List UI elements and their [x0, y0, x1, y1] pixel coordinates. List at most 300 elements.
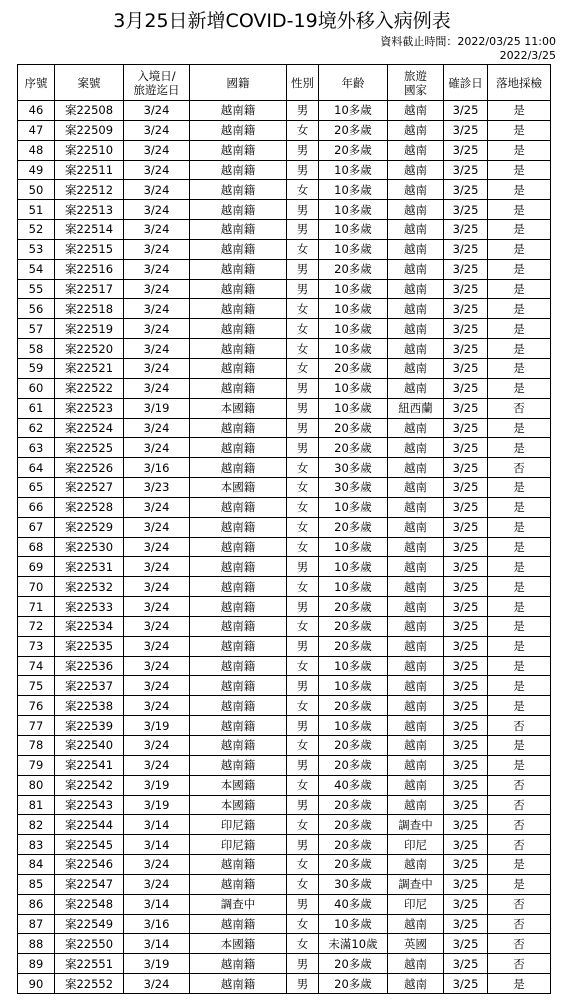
cell-travel-country: 越南: [388, 497, 444, 517]
cell-nationality: 越南籍: [190, 855, 287, 875]
cell-sex: 男: [287, 835, 319, 855]
cell-travel-country: 越南: [388, 418, 444, 438]
table-row: [18, 517, 551, 537]
cell-seq: 58: [18, 339, 55, 359]
cell-sex: 男: [287, 418, 319, 438]
cell-seq: 68: [18, 537, 55, 557]
cell-entry-date: 3/24: [124, 358, 190, 378]
cell-sex: 男: [287, 974, 319, 994]
cell-case-number: 案22528: [55, 497, 124, 517]
cell-sex: 女: [287, 239, 319, 259]
cell-age: 20多歲: [319, 597, 388, 617]
cell-age: 30多歲: [319, 478, 388, 498]
cell-seq: 49: [18, 160, 55, 180]
cell-nationality: 越南籍: [190, 180, 287, 200]
cell-confirm-date: 3/25: [444, 160, 488, 180]
cell-confirm-date: 3/25: [444, 656, 488, 676]
cell-confirm-date: 3/25: [444, 478, 488, 498]
cell-entry-date: 3/24: [124, 974, 190, 994]
cell-travel-country: 越南: [388, 140, 444, 160]
cell-nationality: 越南籍: [190, 160, 287, 180]
cell-case-number: 案22536: [55, 656, 124, 676]
cell-confirm-date: 3/25: [444, 259, 488, 279]
cell-confirm-date: 3/25: [444, 537, 488, 557]
cell-entry-date: 3/19: [124, 954, 190, 974]
cell-entry-date: 3/24: [124, 180, 190, 200]
cell-case-number: 案22510: [55, 140, 124, 160]
cell-seq: 84: [18, 855, 55, 875]
cell-nationality: 越南籍: [190, 716, 287, 736]
cell-nationality: 越南籍: [190, 954, 287, 974]
cell-nationality: 本國籍: [190, 795, 287, 815]
cell-entry-date: 3/14: [124, 894, 190, 914]
cell-entry-date: 3/24: [124, 676, 190, 696]
cell-seq: 87: [18, 914, 55, 934]
cell-travel-country: 越南: [388, 279, 444, 299]
cell-age: 20多歲: [319, 616, 388, 636]
cell-entry-date: 3/24: [124, 736, 190, 756]
cell-travel-country: 越南: [388, 517, 444, 537]
cell-seq: 79: [18, 755, 55, 775]
case-table: [17, 64, 551, 994]
cell-nationality: 越南籍: [190, 974, 287, 994]
cell-age: 20多歲: [319, 736, 388, 756]
table-row: [18, 874, 551, 894]
cell-nationality: 越南籍: [190, 259, 287, 279]
cell-confirm-date: 3/25: [444, 438, 488, 458]
header-travel-country-line2: 國家: [404, 82, 427, 97]
cell-arrival-test: 否: [488, 954, 551, 974]
cell-confirm-date: 3/25: [444, 755, 488, 775]
cell-entry-date: 3/24: [124, 120, 190, 140]
cell-arrival-test: 是: [488, 299, 551, 319]
cell-age: 10多歲: [319, 319, 388, 339]
cell-case-number: 案22519: [55, 319, 124, 339]
data-cutoff-time: 資料截止時間：2022/03/25 11:00: [380, 35, 556, 48]
cell-case-number: 案22544: [55, 815, 124, 835]
cell-case-number: 案22546: [55, 855, 124, 875]
table-row: [18, 101, 551, 121]
cell-nationality: 越南籍: [190, 299, 287, 319]
cell-case-number: 案22517: [55, 279, 124, 299]
cell-entry-date: 3/24: [124, 497, 190, 517]
cell-confirm-date: 3/25: [444, 934, 488, 954]
cell-travel-country: 越南: [388, 656, 444, 676]
cell-travel-country: 越南: [388, 795, 444, 815]
cell-case-number: 案22549: [55, 914, 124, 934]
cell-case-number: 案22525: [55, 438, 124, 458]
cell-age: 10多歲: [319, 180, 388, 200]
cell-sex: 女: [287, 696, 319, 716]
cell-entry-date: 3/16: [124, 914, 190, 934]
cell-sex: 女: [287, 775, 319, 795]
table-row: [18, 577, 551, 597]
cell-seq: 56: [18, 299, 55, 319]
cell-age: 20多歲: [319, 358, 388, 378]
cell-arrival-test: 是: [488, 597, 551, 617]
cell-arrival-test: 是: [488, 676, 551, 696]
cell-age: 10多歲: [319, 497, 388, 517]
cell-entry-date: 3/24: [124, 438, 190, 458]
cell-confirm-date: 3/25: [444, 140, 488, 160]
cell-case-number: 案22534: [55, 616, 124, 636]
cell-travel-country: 越南: [388, 458, 444, 478]
cell-seq: 77: [18, 716, 55, 736]
cell-seq: 64: [18, 458, 55, 478]
cell-case-number: 案22527: [55, 478, 124, 498]
table-row: [18, 795, 551, 815]
cell-confirm-date: 3/25: [444, 815, 488, 835]
cell-case-number: 案22518: [55, 299, 124, 319]
cell-seq: 85: [18, 874, 55, 894]
cell-travel-country: 越南: [388, 736, 444, 756]
cell-sex: 女: [287, 616, 319, 636]
cell-seq: 47: [18, 120, 55, 140]
cell-seq: 61: [18, 398, 55, 418]
table-row: [18, 835, 551, 855]
cell-travel-country: 越南: [388, 319, 444, 339]
cell-arrival-test: 是: [488, 736, 551, 756]
cell-arrival-test: 否: [488, 775, 551, 795]
cell-sex: 男: [287, 636, 319, 656]
table-row: [18, 557, 551, 577]
cell-sex: 女: [287, 934, 319, 954]
cell-confirm-date: 3/25: [444, 319, 488, 339]
cell-sex: 女: [287, 517, 319, 537]
cell-age: 20多歲: [319, 755, 388, 775]
cell-confirm-date: 3/25: [444, 636, 488, 656]
cell-age: 10多歲: [319, 716, 388, 736]
cell-travel-country: 越南: [388, 358, 444, 378]
cell-arrival-test: 是: [488, 339, 551, 359]
cell-nationality: 本國籍: [190, 775, 287, 795]
cell-seq: 52: [18, 220, 55, 240]
cell-travel-country: 越南: [388, 676, 444, 696]
cell-age: 10多歲: [319, 160, 388, 180]
table-row: [18, 239, 551, 259]
cell-age: 未滿10歲: [319, 934, 388, 954]
cell-nationality: 越南籍: [190, 101, 287, 121]
cell-sex: 女: [287, 736, 319, 756]
cell-travel-country: 越南: [388, 974, 444, 994]
cell-nationality: 越南籍: [190, 874, 287, 894]
cell-sex: 女: [287, 319, 319, 339]
cell-travel-country: 越南: [388, 616, 444, 636]
table-row: [18, 140, 551, 160]
cell-travel-country: 越南: [388, 220, 444, 240]
cell-confirm-date: 3/25: [444, 577, 488, 597]
cell-travel-country: 越南: [388, 755, 444, 775]
cell-sex: 男: [287, 259, 319, 279]
cell-case-number: 案22513: [55, 200, 124, 220]
cell-entry-date: 3/24: [124, 656, 190, 676]
cell-travel-country: 越南: [388, 299, 444, 319]
cell-seq: 59: [18, 358, 55, 378]
table-row: [18, 676, 551, 696]
cell-nationality: 越南籍: [190, 279, 287, 299]
cell-case-number: 案22512: [55, 180, 124, 200]
cell-case-number: 案22548: [55, 894, 124, 914]
page-title: 3月25日新增COVID-19境外移入病例表: [113, 10, 451, 32]
cell-arrival-test: 是: [488, 616, 551, 636]
cell-seq: 53: [18, 239, 55, 259]
table-row: [18, 339, 551, 359]
cell-confirm-date: 3/25: [444, 378, 488, 398]
cell-sex: 女: [287, 577, 319, 597]
cell-confirm-date: 3/25: [444, 894, 488, 914]
cell-case-number: 案22541: [55, 755, 124, 775]
cell-age: 10多歲: [319, 101, 388, 121]
cell-confirm-date: 3/25: [444, 220, 488, 240]
cell-case-number: 案22514: [55, 220, 124, 240]
cell-arrival-test: 否: [488, 815, 551, 835]
cell-confirm-date: 3/25: [444, 517, 488, 537]
cell-confirm-date: 3/25: [444, 557, 488, 577]
table-row: [18, 458, 551, 478]
cell-confirm-date: 3/25: [444, 974, 488, 994]
cell-sex: 女: [287, 299, 319, 319]
cell-arrival-test: 是: [488, 974, 551, 994]
cell-travel-country: 越南: [388, 537, 444, 557]
cell-seq: 90: [18, 974, 55, 994]
cell-sex: 女: [287, 339, 319, 359]
cell-travel-country: 越南: [388, 716, 444, 736]
cell-confirm-date: 3/25: [444, 358, 488, 378]
table-row: [18, 656, 551, 676]
cell-sex: 男: [287, 220, 319, 240]
cell-confirm-date: 3/25: [444, 795, 488, 815]
cell-nationality: 越南籍: [190, 319, 287, 339]
cell-seq: 81: [18, 795, 55, 815]
cell-arrival-test: 否: [488, 934, 551, 954]
cell-arrival-test: 是: [488, 855, 551, 875]
cell-sex: 女: [287, 458, 319, 478]
table-row: [18, 974, 551, 994]
cell-nationality: 越南籍: [190, 200, 287, 220]
cell-arrival-test: 否: [488, 398, 551, 418]
cell-travel-country: 紐西蘭: [388, 398, 444, 418]
cell-seq: 63: [18, 438, 55, 458]
cell-nationality: 越南籍: [190, 339, 287, 359]
cell-seq: 60: [18, 378, 55, 398]
cell-confirm-date: 3/25: [444, 914, 488, 934]
cell-travel-country: 越南: [388, 378, 444, 398]
cell-age: 10多歲: [319, 676, 388, 696]
cell-travel-country: 越南: [388, 597, 444, 617]
cell-arrival-test: 否: [488, 894, 551, 914]
cell-nationality: 越南籍: [190, 438, 287, 458]
cell-entry-date: 3/24: [124, 855, 190, 875]
cell-entry-date: 3/14: [124, 835, 190, 855]
cell-seq: 69: [18, 557, 55, 577]
cell-seq: 73: [18, 636, 55, 656]
cell-age: 20多歲: [319, 815, 388, 835]
cell-seq: 80: [18, 775, 55, 795]
cell-seq: 62: [18, 418, 55, 438]
cell-sex: 男: [287, 954, 319, 974]
cell-seq: 83: [18, 835, 55, 855]
cell-case-number: 案22543: [55, 795, 124, 815]
cell-nationality: 越南籍: [190, 517, 287, 537]
cell-sex: 男: [287, 597, 319, 617]
cell-case-number: 案22524: [55, 418, 124, 438]
cell-age: 20多歲: [319, 259, 388, 279]
table-row: [18, 597, 551, 617]
cell-nationality: 本國籍: [190, 478, 287, 498]
header-entry-date: [124, 65, 190, 101]
cell-entry-date: 3/24: [124, 319, 190, 339]
cell-sex: 男: [287, 140, 319, 160]
cell-arrival-test: 是: [488, 259, 551, 279]
cell-case-number: 案22520: [55, 339, 124, 359]
cell-sex: 女: [287, 497, 319, 517]
cell-arrival-test: 是: [488, 557, 551, 577]
cell-entry-date: 3/23: [124, 478, 190, 498]
cell-arrival-test: 是: [488, 319, 551, 339]
cell-confirm-date: 3/25: [444, 736, 488, 756]
cell-entry-date: 3/24: [124, 557, 190, 577]
cell-nationality: 越南籍: [190, 616, 287, 636]
cell-age: 20多歲: [319, 140, 388, 160]
cell-entry-date: 3/14: [124, 815, 190, 835]
cell-case-number: 案22538: [55, 696, 124, 716]
cell-sex: 女: [287, 656, 319, 676]
cell-entry-date: 3/24: [124, 200, 190, 220]
cell-nationality: 越南籍: [190, 597, 287, 617]
cell-sex: 男: [287, 200, 319, 220]
cell-confirm-date: 3/25: [444, 954, 488, 974]
cell-confirm-date: 3/25: [444, 398, 488, 418]
cell-seq: 70: [18, 577, 55, 597]
cell-nationality: 越南籍: [190, 140, 287, 160]
cell-nationality: 調查中: [190, 894, 287, 914]
cell-arrival-test: 否: [488, 458, 551, 478]
cell-seq: 50: [18, 180, 55, 200]
cell-case-number: 案22539: [55, 716, 124, 736]
cell-confirm-date: 3/25: [444, 676, 488, 696]
cell-arrival-test: 否: [488, 795, 551, 815]
cell-entry-date: 3/24: [124, 140, 190, 160]
cell-age: 20多歲: [319, 954, 388, 974]
cell-confirm-date: 3/25: [444, 835, 488, 855]
header-seq: 序號: [18, 65, 55, 101]
cell-arrival-test: 是: [488, 101, 551, 121]
cell-age: 20多歲: [319, 855, 388, 875]
cell-sex: 男: [287, 716, 319, 736]
cell-arrival-test: 是: [488, 140, 551, 160]
header-case-number: 案號: [55, 65, 124, 101]
cell-arrival-test: 否: [488, 716, 551, 736]
cell-confirm-date: 3/25: [444, 597, 488, 617]
cell-entry-date: 3/24: [124, 160, 190, 180]
cell-age: 40多歲: [319, 775, 388, 795]
cell-case-number: 案22526: [55, 458, 124, 478]
table-row: [18, 497, 551, 517]
cell-travel-country: 越南: [388, 577, 444, 597]
cell-arrival-test: 是: [488, 239, 551, 259]
cell-nationality: 越南籍: [190, 577, 287, 597]
cell-case-number: 案22516: [55, 259, 124, 279]
cell-age: 10多歲: [319, 220, 388, 240]
cell-entry-date: 3/24: [124, 299, 190, 319]
cell-travel-country: 印尼: [388, 835, 444, 855]
table-row: [18, 636, 551, 656]
cell-travel-country: 越南: [388, 855, 444, 875]
cell-travel-country: 越南: [388, 438, 444, 458]
cell-confirm-date: 3/25: [444, 239, 488, 259]
table-row: [18, 398, 551, 418]
cell-nationality: 越南籍: [190, 696, 287, 716]
table-row: [18, 160, 551, 180]
cell-nationality: 越南籍: [190, 418, 287, 438]
cell-seq: 76: [18, 696, 55, 716]
cell-nationality: 越南籍: [190, 358, 287, 378]
cell-entry-date: 3/16: [124, 458, 190, 478]
cell-nationality: 越南籍: [190, 636, 287, 656]
cell-entry-date: 3/24: [124, 279, 190, 299]
cell-case-number: 案22551: [55, 954, 124, 974]
cell-confirm-date: 3/25: [444, 180, 488, 200]
cell-entry-date: 3/24: [124, 874, 190, 894]
cell-travel-country: 越南: [388, 259, 444, 279]
cell-seq: 75: [18, 676, 55, 696]
cell-case-number: 案22515: [55, 239, 124, 259]
cell-nationality: 越南籍: [190, 378, 287, 398]
table-row: [18, 299, 551, 319]
cell-age: 20多歲: [319, 696, 388, 716]
cell-age: 10多歲: [319, 557, 388, 577]
cell-confirm-date: 3/25: [444, 855, 488, 875]
cell-case-number: 案22545: [55, 835, 124, 855]
cell-arrival-test: 是: [488, 874, 551, 894]
cell-case-number: 案22522: [55, 378, 124, 398]
cell-seq: 72: [18, 616, 55, 636]
cell-confirm-date: 3/25: [444, 458, 488, 478]
cell-entry-date: 3/24: [124, 696, 190, 716]
cell-case-number: 案22537: [55, 676, 124, 696]
cell-entry-date: 3/24: [124, 636, 190, 656]
cell-seq: 67: [18, 517, 55, 537]
header-travel-country: [388, 65, 444, 101]
cell-age: 10多歲: [319, 537, 388, 557]
cell-confirm-date: 3/25: [444, 279, 488, 299]
cell-nationality: 越南籍: [190, 220, 287, 240]
cell-age: 20多歲: [319, 835, 388, 855]
table-row: [18, 418, 551, 438]
cell-arrival-test: 是: [488, 497, 551, 517]
table-row: [18, 815, 551, 835]
cell-sex: 男: [287, 101, 319, 121]
cell-nationality: 越南籍: [190, 755, 287, 775]
table-row: [18, 120, 551, 140]
cell-case-number: 案22508: [55, 101, 124, 121]
table-row: [18, 180, 551, 200]
cell-confirm-date: 3/25: [444, 775, 488, 795]
cell-age: 10多歲: [319, 279, 388, 299]
cell-arrival-test: 是: [488, 378, 551, 398]
cell-entry-date: 3/24: [124, 378, 190, 398]
table-row: [18, 775, 551, 795]
header-entry-date-line2: 旅遊迄日: [133, 82, 180, 97]
cell-sex: 男: [287, 160, 319, 180]
cell-travel-country: 越南: [388, 180, 444, 200]
cell-travel-country: 越南: [388, 914, 444, 934]
cell-arrival-test: 是: [488, 755, 551, 775]
header-arrival-test: 落地採檢: [488, 65, 551, 101]
cell-confirm-date: 3/25: [444, 339, 488, 359]
cell-seq: 71: [18, 597, 55, 617]
cell-sex: 男: [287, 894, 319, 914]
